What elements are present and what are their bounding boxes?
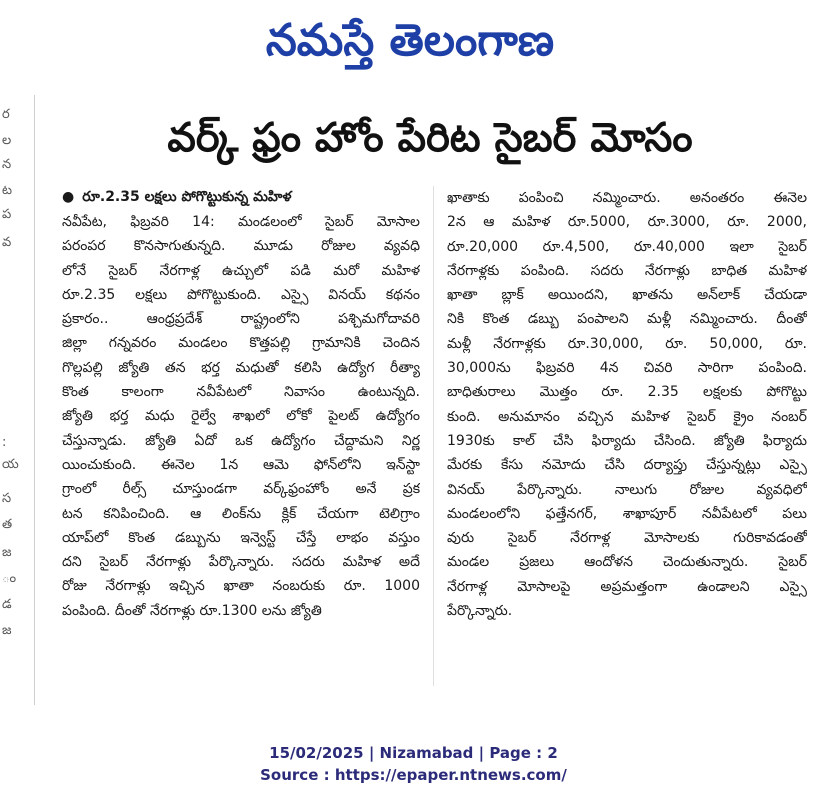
article-text-line: ఖాతా బ్లాక్ అయిందని, ఖాతను అన్‌లాక్ చేయడా [447, 287, 807, 304]
article-headline: వర్క్ ఫ్రం హోం పేరిట సైబర్ మోసం [167, 115, 693, 161]
article-text-line: పరంపర కొనసాగుతున్నది. మూడు రోజుల వ్యవధి [62, 238, 420, 255]
article-text-line: మండలంలోని ఫత్తేనగర్, శాఖాపూర్ నవీపేటలో పలు [447, 505, 807, 522]
article-text-line: నేరగాళ్ల మోసాలపై అప్రమత్తంగా ఉండాలని ఎస్సై [447, 578, 807, 595]
article-text-line: కుంది. అనుమానం వచ్చిన మహిళ సైబర్ క్రైం నంబర్ [447, 408, 807, 425]
fragment-glyph: ర [2, 107, 10, 122]
article-text-line: బాధితురాలు మొత్తం రూ. 2.35 లక్షలకు పోగొట్టు [447, 384, 807, 401]
article-text-line: 1930కు కాల్ చేసి ఫిర్యాదు చేసింది. జ్యోతి ఫిర్యాదు [447, 432, 807, 449]
article-text-line: చేస్తున్నాడు. జ్యోతి ఏదో ఒక ఉద్యోగం చేద్దామని నిర్ణ [62, 432, 420, 449]
footer-source: Source : https://epaper.ntnews.com/ [260, 766, 567, 784]
article-text-line: మేరకు కేసు నమోదు చేసి దర్యాప్తు చేస్తున్నట్లు ఎస్సై [447, 457, 807, 474]
fragment-glyph: స [2, 491, 12, 506]
article-text-line: గొల్లపల్లి జ్యోతి తన భర్త మధుతో కలిసి ఉద్యోగ రీత్యా [62, 359, 420, 376]
article-text-line: రూ.20,000 రూ.4,500, రూ.40,000 ఇలా సైబర్ [447, 238, 807, 255]
adjacent-column-fragment [0, 95, 35, 705]
article-column-1 [62, 210, 420, 690]
article-text-line: గ్రాంలో రీల్స్ చూస్తుండగా వర్క్‌ఫ్రంహోం అనే ప్రక [62, 481, 420, 498]
article-subhead [62, 186, 422, 208]
page-footer [0, 742, 827, 786]
fragment-glyph: : [2, 435, 7, 450]
article-text-line: 30,000ను ఫిబ్రవరి 4న చివరి సారిగా పంపింది. [447, 360, 807, 377]
subhead-text: రూ.2.35 లక్షలు పోగొట్టుకున్న మహిళ [82, 189, 292, 205]
article-text-line: టన కనిపించింది. ఆ లింక్‌ను క్లిక్ చేయగా టెలిగ్రాం [62, 505, 420, 522]
article-text-line: వురు సైబర్ నేరగాళ్ల మోసాలకు గురికావడంతో [447, 530, 807, 547]
article-text-line: మండల ప్రజలు ఆందోళన చెందుతున్నారు. సైబర్ [447, 554, 807, 571]
article-column-2 [447, 186, 807, 696]
fragment-glyph: య [2, 457, 19, 472]
article-text-line: వినయ్ పేర్కొన్నారు. నాలుగు రోజుల వ్యవధిలో [447, 481, 807, 498]
article-text-line: నవీపేట, ఫిబ్రవరి 14: మండలంలో సైబర్ మోసాల [62, 214, 420, 230]
fragment-glyph: ట [2, 183, 13, 198]
article-text-line: యించుకుంది. ఈనెల 1న ఆమె ఫోన్‌లోని ఇన్‌స్టా [62, 456, 420, 473]
fragment-glyph: జ [2, 623, 12, 638]
column-divider [433, 186, 434, 686]
article-text-line: యాప్‌లో కొంత డబ్బును ఇన్వెస్ట్ చేస్తే లాభం వస్తుం [62, 529, 420, 546]
masthead-title: నమస్తే తెలంగాణ [265, 15, 555, 66]
article-text-line: నికి కొంత డబ్బు పంపాలని మళ్లీ నమ్మించారు. దీంతో [447, 311, 807, 328]
fragment-glyph: వ [2, 235, 12, 250]
article-text-line: ఖాతాకు పంపించి నమ్మించారు. అనంతరం ఈనెల [447, 190, 807, 206]
fragment-glyph: జ [2, 545, 12, 560]
fragment-glyph: డ [2, 597, 12, 612]
article-text-line: లోనే సైబర్ నేరగాళ్ల ఉచ్చులో పడి మరో మహిళ [62, 262, 420, 279]
article-text-line: జ్యోతి భర్త మధు రైల్వే శాఖలో లోకో పైలట్ ఉద్యోగం [62, 408, 420, 425]
footer-dateline: 15/02/2025 | Nizamabad | Page : 2 [269, 744, 558, 762]
article-text-line: పంపింది. దీంతో నేరగాళ్లు రూ.1300 లను జ్యోతి [62, 602, 322, 619]
article-text-line: రోజు నేరగాళ్లు ఇచ్చిన ఖాతా నంబరుకు రూ. 1000 [62, 578, 420, 595]
article-text-line: దని సైబర్ నేరగాళ్లు పేర్కొన్నారు. సదరు మహిళ అదే [62, 554, 420, 571]
bullet-icon: ● [62, 189, 75, 205]
fragment-glyph: ం [2, 571, 17, 586]
fragment-glyph: ప [2, 207, 12, 222]
fragment-glyph: ల [2, 133, 12, 148]
article-text-line: రూ.2.35 లక్షలు పోగొట్టుకుంది. ఎస్సై వినయ్ కథనం [62, 286, 420, 303]
article-text-line: 2న ఆ మహిళ రూ.5000, రూ.3000, రూ. 2000, [447, 214, 807, 231]
article-text-line: ప్రకారం.. ఆంధ్రప్రదేశ్ రాష్ట్రంలోని పశ్చిమగోదావరి [62, 311, 420, 328]
article-text-line: మళ్లీ నేరగాళ్లకు రూ.30,000, రూ. 50,000, రూ. [447, 335, 807, 352]
fragment-glyph: న [2, 157, 12, 172]
article-text-line: నేరగాళ్లకు పంపింది. సదరు నేరగాళ్లు బాధిత మహిళ [447, 262, 807, 279]
fragment-glyph: త [2, 517, 13, 532]
article-text-line: జిల్లా గన్నవరం మండలం కొత్తపల్లి గ్రామానికి చెందిన [62, 335, 420, 352]
article-text-line: పేర్కొన్నారు. [447, 603, 513, 620]
article-text-line: కొంత కాలంగా నవీపేటలో నివాసం ఉంటున్నది. [62, 384, 420, 401]
